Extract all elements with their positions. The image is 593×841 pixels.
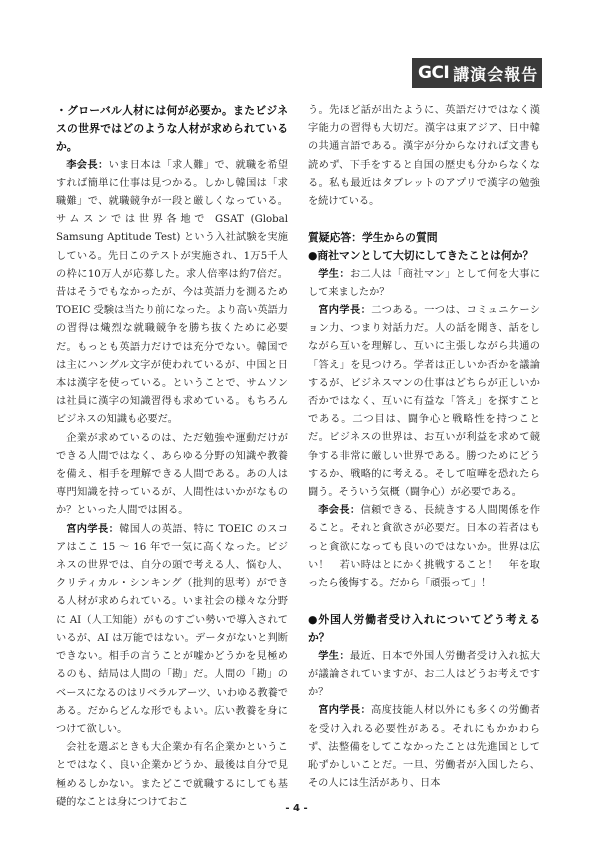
paragraph-text: 信頼できる、長続きする人間関係を作ること。それと貪欲さが必要だ。日本の若者はもっと貪欲になっても良いのではないか。世界は広い！ 若い時はとにかく挑戦すること！ 年を取ったら後悔する。だから「頑張って」！ xyxy=(308,505,541,590)
paragraph xyxy=(56,157,288,430)
section-title: 講演会報告 xyxy=(453,64,539,84)
paragraph-text: 二つある。一つは、コミュニケーション力、つまり対話力だ。人の話を聞き、話をしながら互いを理解し、互いに主張しながら共通の「答え」を見つけろ。学者は正しいか否かを議論するが、ビジネスマンの仕事はどちらが正しいか否かではなく、互いに有益な「答え」を探すことである。二つ目は、闘争心と戦略性を持つことだ。ビジネスの世界は、お互いが利益を求めて競争する非常に厳しい世界である。勝つためにどうするか、戦略的に考える。そして喧嘩を恐れたら闘う。そういう気概（闘争心）が必要である。 xyxy=(308,305,541,499)
paragraph xyxy=(308,648,540,703)
question-heading: ●外国人労働者受け入れについてどう考えるか？ xyxy=(308,613,540,645)
paragraph xyxy=(308,266,540,302)
paragraph-text: お二人は「商社マン」として何を大事にして来ましたか？ xyxy=(308,268,541,298)
gci-logo: GCI xyxy=(418,63,450,83)
speaker-label: 学生： xyxy=(318,650,350,662)
speaker-label: 学生： xyxy=(318,268,350,280)
paragraph xyxy=(308,302,540,502)
qa-section-title: 質疑応答：学生からの質問 xyxy=(308,231,438,245)
speaker-label: 宮内学長： xyxy=(318,705,372,717)
speaker-label: 李会長： xyxy=(318,505,361,517)
paragraph xyxy=(308,502,540,593)
paragraph-text: 最近、日本で外国人労働者受け入れ拡大が議論されていますが、お二人はどうお考えですか？ xyxy=(308,650,541,699)
paragraph-text: いま日本は「求人難」で、就職を希望すれば簡単に仕事は見つかる。しかし韓国は「求職難」で、就職競争が一段と厳しくなっている。サムスンでは世界各地で GSAT (Global Samsung Aptitude Test) という入社試験を実施している。先日このテストが実施され、1万5千人の枠に10万人が応募した。求人倍率は約7倍だ。昔はそうでもなかったが、今は英語力を測るため TOEIC 受験は当たり前になった。より高い英語力の習得は熾烈な就職競争を勝ち抜くために必要だ。もっとも英語力だけでは充分でない。韓国では主にハングル文字が使われているが、中国と日本は漢字を使っている。ということで、サムソンは社員に漢字の知識習得も求めている。もちろんビジネスの知識も必要だ。 xyxy=(56,159,289,426)
paragraph-text: 高度技能人材以外にも多くの労働者を受け入れる必要性がある。それにもかかわらず、法整備をしてこなかったことは先進国として恥ずかしいことだ。一旦、労働者が入国したら、その人には生活があり、日本 xyxy=(308,705,540,790)
section-header-badge xyxy=(412,58,542,88)
speaker-label: 宮内学長： xyxy=(318,305,372,317)
paragraph xyxy=(308,702,540,793)
speaker-label: 李会長： xyxy=(66,159,109,171)
paragraph: 企業が求めているのは、ただ勉強や運動だけができる人間ではなく、あらゆる分野の知識や教養を備え、相手を理解できる人間である。あの人は専門知識を持っているが、人間性はいかがなものか？といった人間では困る。 xyxy=(56,432,288,517)
speaker-label: 宮内学長： xyxy=(66,523,120,535)
question-heading: ●商社マンとして大切にしてきたことは何か？ xyxy=(308,249,534,263)
left-column xyxy=(56,102,288,812)
paragraph: う。先ほど話が出たように、英語だけではなく漢字能力の習得も大切だ。漢字は東アジア、日中韓の共通言語である。漢字が分からなければ文書も読めず、下手をすると自国の歴史も分からなくなる。私も最近はタブレットのアプリで漢字の勉強を続けている。 xyxy=(308,105,540,208)
paragraph-text: 韓国人の英語、特に TOEIC のスコアはここ 15 〜 16 年で一気に高くなった。ビジネスの世界では、自分の頭で考える人、悩む人、クリティカル・シンキング（批判的思考）ができる人材が求められている。いま社会の様々な分野に AI（人工知能）がものすごい勢いで導入されているが、AI は万能ではない。データがないと判断できない。相手の言うことが嘘かどうかを見極めるのも、結局は人間の「勘」だ。人間の「勘」のベースになるのはリベラルアーツ、いわゆる教養である。だからどんな形でもよい。広い教養を身につけて欲しい。 xyxy=(56,523,288,735)
question-heading: ・グローバル人材には何が必要か。またビジネスの世界ではどのような人材が求められているか。 xyxy=(56,104,288,154)
page-number: - 4 - xyxy=(285,803,308,814)
paragraph: 会社を選ぶときも大企業か有名企業かということではなく、良い企業かどうか、最後は自分で見極めるしかない。またどこで就職するにしても基礎的なことは身につけておこ xyxy=(56,742,288,808)
right-column xyxy=(308,102,540,793)
paragraph xyxy=(56,521,288,739)
